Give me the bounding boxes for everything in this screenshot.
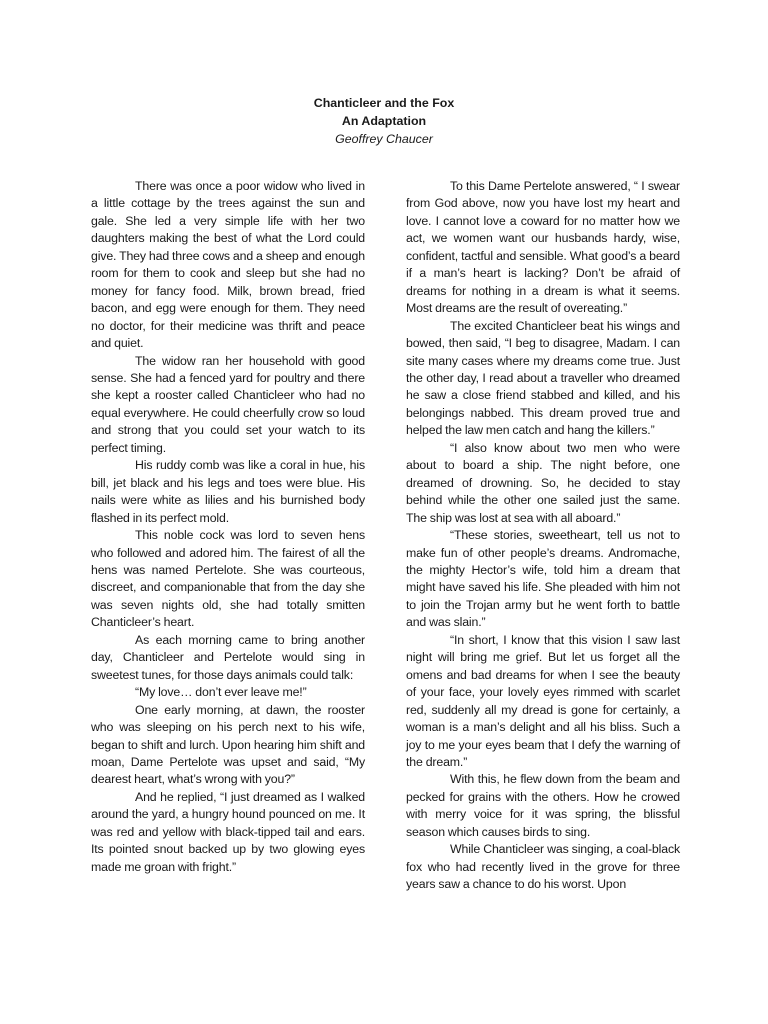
document-author: Geoffrey Chaucer	[335, 132, 433, 146]
paragraph: As each morning came to bring another day, Chanticleer and Pertelote would sing in sweetest tunes, for those days animals could talk:	[91, 632, 365, 682]
paragraph: One early morning, at dawn, the rooster who was sleeping on his perch next to his wife, began to shift and lurch. Upon hearing him shift and moan, Dame Pertelote was upset and said, “My dearest heart, what’s wrong with you?”	[91, 702, 365, 787]
paragraph: To this Dame Pertelote answered, “ I swear from God above, now you have lost my heart and love. I cannot love a coward for no matter how we act, we women want our husbands hardy, wise, confident, tactful and sensible. What good’s a beard if a man’s heart is lacking? Don’t be afraid of dreams for nothing in a dream is what it seems. Most dreams are the result of overeating.”	[406, 179, 680, 316]
paragraph: “In short, I know that this vision I saw last night will bring me grief. But let us forget all the omens and bad dreams for when I see the beauty of your face, your lovely eyes rimmed with scarlet red, suddenly all my dread is gone for certainly, a woman is a man’s delight and all his bliss. Such a joy to me your eyes beam that I defy the warning of the dream.”	[406, 632, 680, 769]
left-text-column	[91, 178, 365, 876]
paragraph: There was once a poor widow who lived in a little cottage by the trees against the sun and gale. She led a very simple life with her two daughters making the best of what the Lord could give. They had three cows and a sheep and enough room for them to cook and sleep but she had no money for fancy food. Milk, brown bread, fried bacon, and egg were enough for them. They need no doctor, for their medicine was thrift and peace and quiet.	[91, 179, 365, 351]
document-subtitle: An Adaptation	[341, 114, 427, 128]
paragraph: The excited Chanticleer beat his wings and bowed, then said, “I beg to disagree, Madam. I can site many cases where my dreams come true. Just the other day, I read about a traveller who dreamed he saw a close friend stabbed and killed, and his belongings nabbed. This dream proved true and helped the law men catch and hang the killers.”	[406, 318, 680, 438]
paragraph: “I also know about two men who were about to board a ship. The night before, one dreamed of drowning. So, he decided to stay behind while the other one sailed just the same. The ship was lost at sea with all aboard.”	[406, 440, 680, 525]
paragraph: This noble cock was lord to seven hens who followed and adored him. The fairest of all the hens was named Pertelote. She was courteous, discreet, and companionable that from the day she was seven nights old, she had totally smitten Chanticleer’s heart.	[91, 528, 365, 630]
paragraph: While Chanticleer was singing, a coal-black fox who had recently lived in the grove for three years saw a chance to do his worst. Upon	[406, 842, 680, 892]
document-title: Chanticleer and the Fox	[313, 96, 455, 110]
paragraph: “These stories, sweetheart, tell us not to make fun of other people’s dreams. Andromache, the mighty Hector’s wife, told him a dream that might have saved his life. She pleaded with him not to join the Trojan army but he went forth to battle and was slain.”	[406, 528, 680, 630]
paragraph: “My love… don’t ever leave me!”	[135, 685, 307, 700]
document-header	[0, 94, 768, 148]
paragraph: His ruddy comb was like a coral in hue, his bill, jet black and his legs and toes were blue. His nails were white as lilies and his burnished body flashed in its perfect mold.	[91, 458, 365, 525]
paragraph: With this, he flew down from the beam and pecked for grains with the others. How he crowed with merry voice for it was spring, the blissful season which causes birds to sing.	[406, 772, 680, 839]
paragraph: The widow ran her household with good sense. She had a fenced yard for poultry and there she kept a rooster called Chanticleer who had no equal everywhere. He could cheerfully crow so loud and strong that you could set your watch to its perfect timing.	[91, 353, 365, 455]
paragraph: And he replied, “I just dreamed as I walked around the yard, a hungry hound pounced on me. It was red and yellow with black-tipped tail and ears. Its pointed snout backed up by two glowing eyes made me groan with fright.”	[91, 789, 365, 874]
right-text-column	[406, 178, 680, 894]
